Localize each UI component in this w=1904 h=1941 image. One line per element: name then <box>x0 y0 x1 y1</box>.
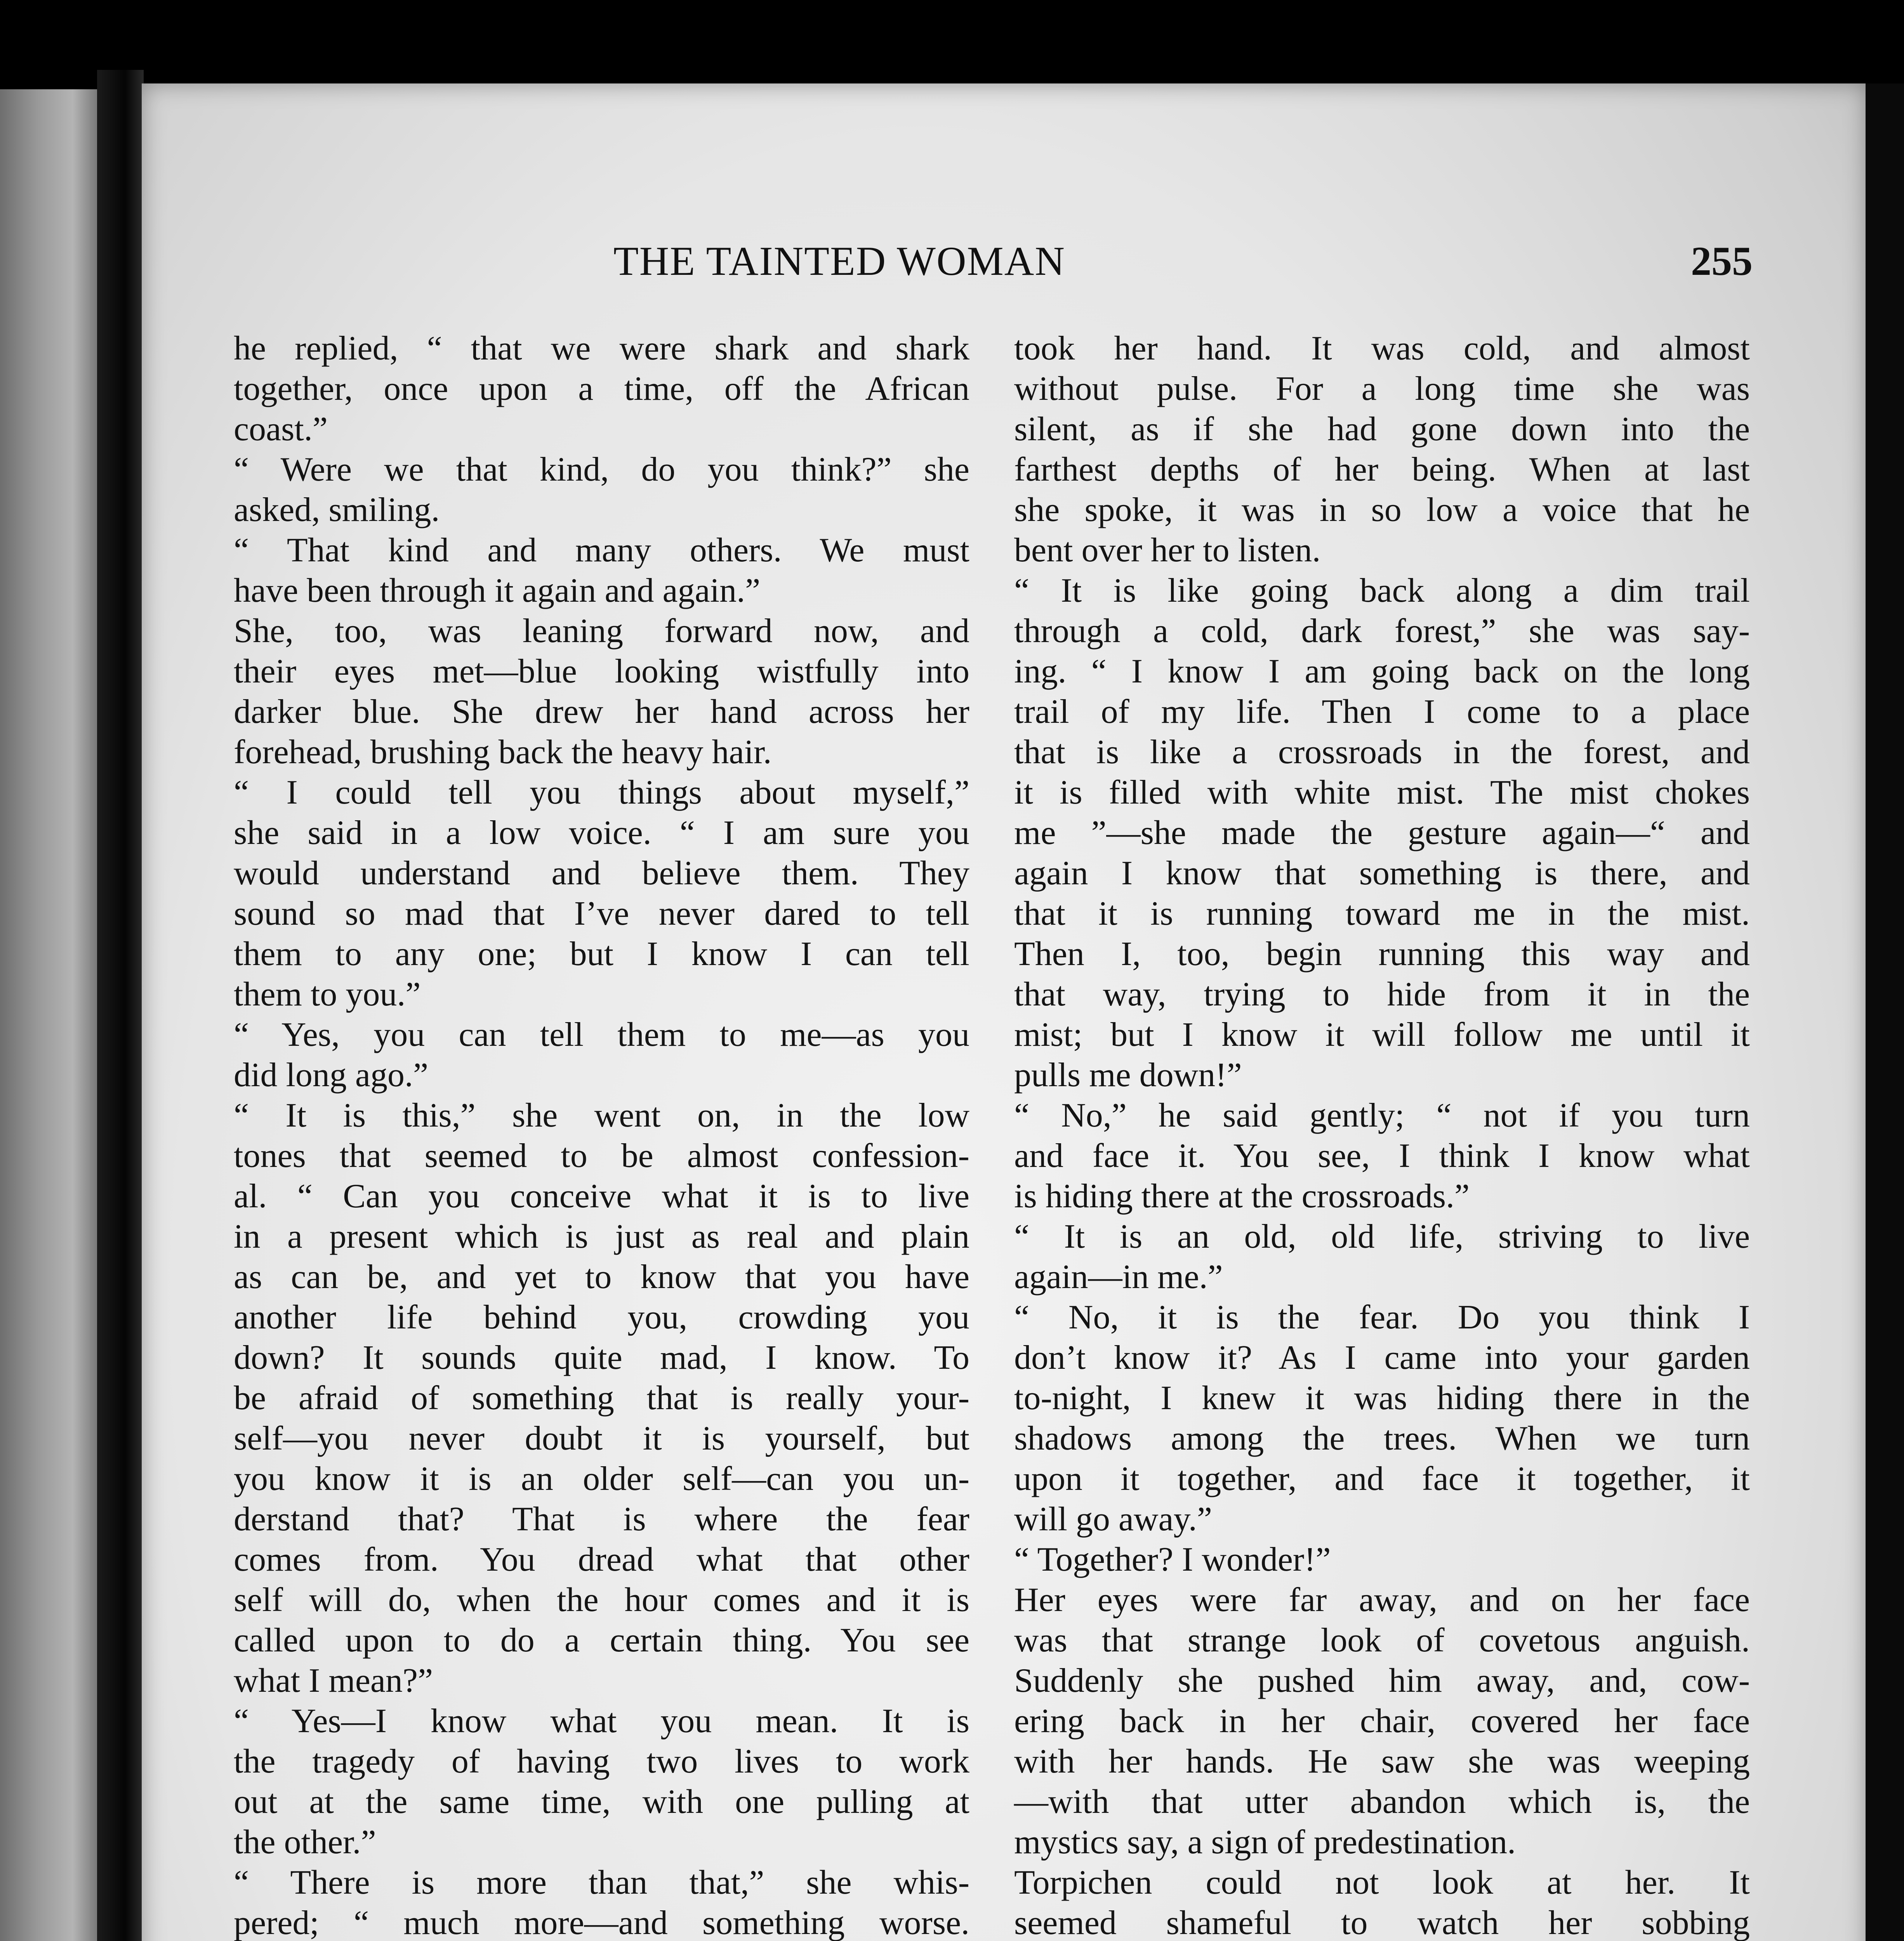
text-line: them to any one; but I know I can tell <box>234 935 969 973</box>
text-line: darker blue. She drew her hand across her <box>234 693 969 731</box>
text-line: Her eyes were far away, and on her face <box>1014 1581 1750 1619</box>
text-line: the tragedy of having two lives to work <box>234 1743 969 1780</box>
text-line: bent over her to listen. <box>1014 531 1321 569</box>
text-line: “ There is more than that,” she whis- <box>234 1864 969 1901</box>
text-line: “ Were we that kind, do you think?” she <box>234 451 969 488</box>
text-line: self—you never doubt it is yourself, but <box>234 1420 969 1457</box>
text-line: in a present which is just as real and plain <box>234 1218 969 1255</box>
text-line: he replied, “ that we were shark and shark <box>234 330 969 367</box>
text-line: “ It is like going back along a dim trail <box>1014 572 1750 609</box>
running-head: THE TAINTED WOMAN <box>613 238 1065 284</box>
text-line: asked, smiling. <box>234 491 440 529</box>
text-line: it is filled with white mist. The mist chokes <box>1014 774 1750 811</box>
text-line: out at the same time, with one pulling at <box>234 1783 969 1821</box>
text-line: be afraid of something that is really your- <box>234 1379 969 1417</box>
text-line: ing. “ I know I am going back on the long <box>1014 653 1750 690</box>
text-line: “ Together? I wonder!” <box>1014 1541 1331 1578</box>
text-line: again—in me.” <box>1014 1258 1223 1296</box>
text-line: that it is running toward me in the mist. <box>1014 895 1750 932</box>
text-line: —with that utter abandon which is, the <box>1014 1783 1750 1821</box>
text-line: was that strange look of covetous anguish. <box>1014 1622 1750 1659</box>
text-line: Torpichen could not look at her. It <box>1014 1864 1750 1901</box>
text-line: tones that seemed to be almost confession- <box>234 1137 969 1175</box>
text-line: “ Yes, you can tell them to me—as you <box>234 1016 969 1054</box>
text-line: sound so mad that I’ve never dared to tell <box>234 895 969 932</box>
text-line: pulls me down!” <box>1014 1056 1242 1094</box>
text-line: without pulse. For a long time she was <box>1014 370 1750 408</box>
text-line: seemed shameful to watch her sobbing <box>1014 1904 1750 1941</box>
text-line: called upon to do a certain thing. You see <box>234 1622 969 1659</box>
text-line: shadows among the trees. When we turn <box>1014 1420 1750 1457</box>
text-line: is hiding there at the crossroads.” <box>1014 1177 1470 1215</box>
text-line: “ Yes—I know what you mean. It is <box>234 1702 969 1740</box>
text-line: comes from. You dread what that other <box>234 1541 969 1578</box>
text-line: pered; “ much more—and something worse. <box>234 1904 969 1941</box>
text-line: “ It is an old, old life, striving to live <box>1014 1218 1750 1255</box>
text-line: you know it is an older self—can you un- <box>234 1460 969 1498</box>
text-line: self will do, when the hour comes and it is <box>234 1581 969 1619</box>
text-line: and face it. You see, I think I know what <box>1014 1137 1750 1175</box>
text-line: Then I, too, begin running this way and <box>1014 935 1750 973</box>
text-line: through a cold, dark forest,” she was say- <box>1014 612 1750 650</box>
text-line: to-night, I knew it was hiding there in the <box>1014 1379 1750 1417</box>
text-line: she spoke, it was in so low a voice that he <box>1014 491 1750 529</box>
text-line: their eyes met—blue looking wistfully into <box>234 653 969 690</box>
text-line: will go away.” <box>1014 1500 1212 1538</box>
text-line: as can be, and yet to know that you have <box>234 1258 969 1296</box>
text-line: with her hands. He saw she was weeping <box>1014 1743 1750 1780</box>
text-line: “ It is this,” she went on, in the low <box>234 1097 969 1134</box>
text-line: mystics say, a sign of predestination. <box>1014 1823 1516 1861</box>
text-line: did long ago.” <box>234 1056 429 1094</box>
left-text-column <box>234 328 969 1941</box>
text-line: that way, trying to hide from it in the <box>1014 976 1750 1013</box>
text-line: that is like a crossroads in the forest, and <box>1014 733 1750 771</box>
text-line: farthest depths of her being. When at last <box>1014 451 1750 488</box>
page-number: 255 <box>1691 238 1753 284</box>
page-right-edge <box>1866 83 1904 1941</box>
text-line: don’t know it? As I came into your garden <box>1014 1339 1750 1377</box>
text-line: Suddenly she pushed him away, and, cow- <box>1014 1662 1750 1700</box>
text-line: have been through it again and again.” <box>234 572 761 609</box>
text-line: She, too, was leaning forward now, and <box>234 612 969 650</box>
text-line: al. “ Can you conceive what it is to live <box>234 1177 969 1215</box>
text-line: “ I could tell you things about myself,” <box>234 774 969 811</box>
text-line: trail of my life. Then I come to a place <box>1014 693 1750 731</box>
text-line: derstand that? That is where the fear <box>234 1500 969 1538</box>
text-line: them to you.” <box>234 976 421 1013</box>
text-line: again I know that something is there, and <box>1014 854 1750 892</box>
text-line: “ No, it is the fear. Do you think I <box>1014 1299 1750 1336</box>
book-gutter <box>97 70 144 1941</box>
text-line: would understand and believe them. They <box>234 854 969 892</box>
text-line: what I mean?” <box>234 1662 433 1700</box>
text-line: she said in a low voice. “ I am sure you <box>234 814 969 852</box>
text-line: together, once upon a time, off the African <box>234 370 969 408</box>
text-line: forehead, brushing back the heavy hair. <box>234 733 772 771</box>
text-line: another life behind you, crowding you <box>234 1299 969 1336</box>
text-line: me ”—she made the gesture again—“ and <box>1014 814 1750 852</box>
text-line: upon it together, and face it together, it <box>1014 1460 1750 1498</box>
text-line: “ That kind and many others. We must <box>234 531 969 569</box>
text-line: ering back in her chair, covered her face <box>1014 1702 1750 1740</box>
page-header <box>0 0 1904 295</box>
right-text-column <box>1014 328 1750 1941</box>
text-line: mist; but I know it will follow me until it <box>1014 1016 1750 1054</box>
text-line: “ No,” he said gently; “ not if you turn <box>1014 1097 1750 1134</box>
text-line: down? It sounds quite mad, I know. To <box>234 1339 969 1377</box>
text-line: coast.” <box>234 410 328 448</box>
text-line: took her hand. It was cold, and almost <box>1014 330 1750 367</box>
text-line: silent, as if she had gone down into the <box>1014 410 1750 448</box>
text-line: the other.” <box>234 1823 376 1861</box>
previous-page-edge <box>0 89 97 1941</box>
